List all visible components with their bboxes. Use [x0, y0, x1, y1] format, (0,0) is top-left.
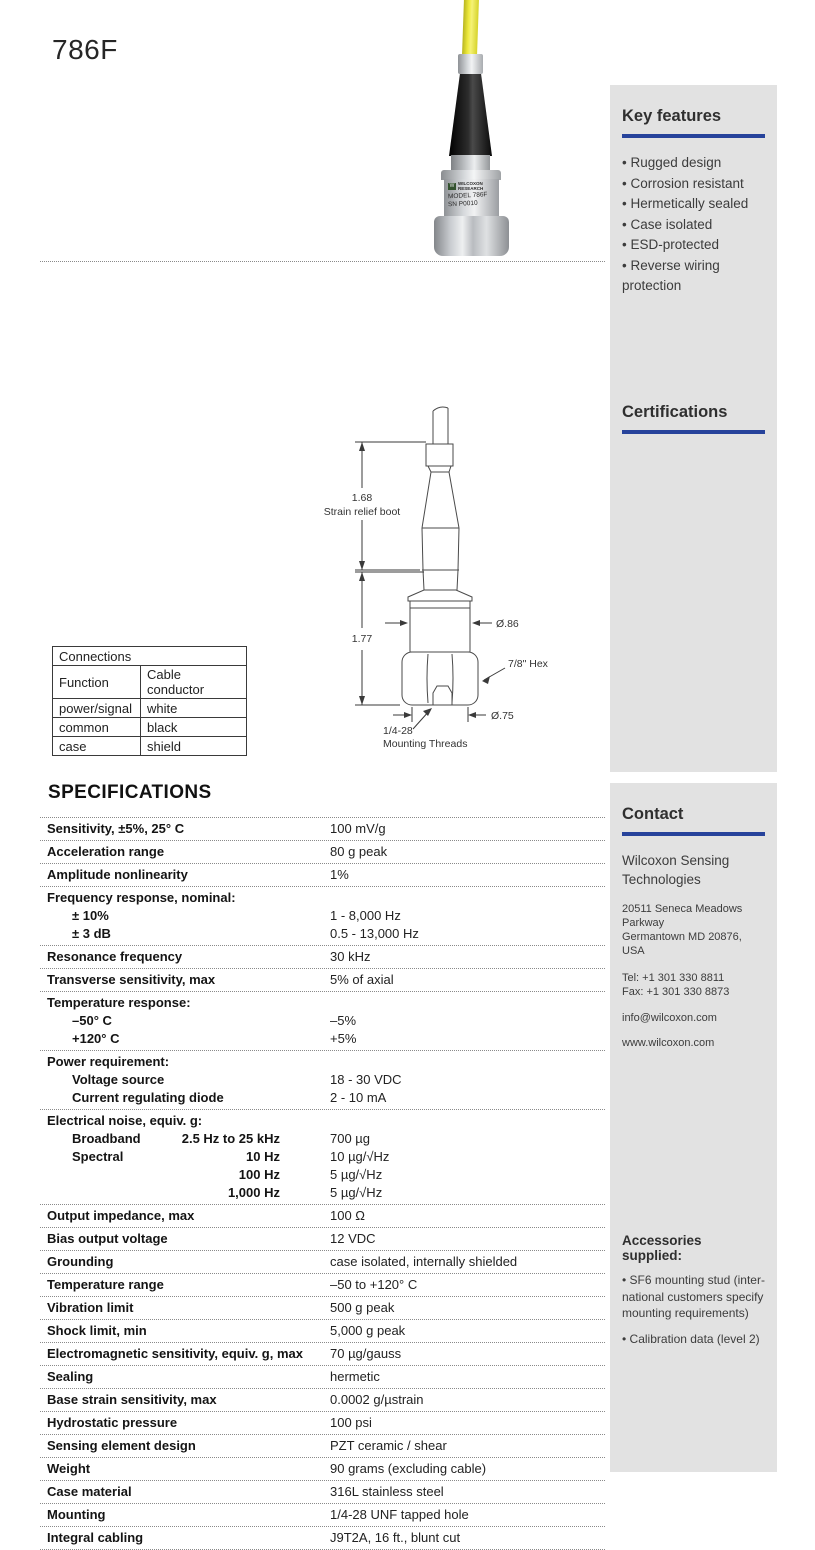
spec-line: [40, 1368, 605, 1386]
sidebar-contact-panel: [610, 783, 777, 1472]
spec-label: Frequency response, nominal:: [47, 890, 236, 905]
spec-value: 700 µg: [330, 1131, 371, 1146]
spec-line: [40, 866, 605, 884]
spec-row: [40, 1366, 605, 1389]
spec-value: –5%: [330, 1013, 357, 1028]
spec-line: [40, 1112, 605, 1130]
spec-value: J9T2A, 16 ft., blunt cut: [330, 1530, 461, 1545]
spec-label: ± 10%: [72, 908, 109, 923]
spec-line: [40, 925, 605, 943]
spec-label: Integral cabling: [47, 1530, 144, 1545]
spec-value: [330, 994, 605, 1012]
contact-fax: Fax: +1 301 330 8873: [622, 986, 730, 998]
spec-row: [40, 1481, 605, 1504]
spec-value: 90 grams (excluding cable): [330, 1461, 487, 1476]
accessory-item: • SF6 mounting stud (inter-national customers specify mounting requirements): [622, 1272, 765, 1322]
product-photo: [412, 0, 538, 258]
spec-value: +5%: [330, 1031, 357, 1046]
connections-row: [53, 737, 247, 756]
spec-row: [40, 992, 605, 1051]
sensor-serial-text: SN P0010: [447, 199, 478, 209]
spec-line: [40, 907, 605, 925]
contact-address: [622, 902, 765, 958]
spec-row: [40, 887, 605, 946]
spec-value: –50 to +120° C: [330, 1277, 418, 1292]
spec-value: 316L stainless steel: [330, 1484, 444, 1499]
certifications-title: Certifications: [622, 403, 728, 421]
spec-value: 100 psi: [330, 1415, 372, 1430]
contact-tel: Tel: +1 301 330 8811: [622, 972, 725, 984]
spec-line: [40, 1506, 605, 1524]
contact-website-link[interactable]: www.wilcoxon.com: [622, 1037, 715, 1049]
connection-function: power/signal: [53, 699, 141, 718]
sensor-brand-line1: WILCOXON: [458, 181, 483, 186]
spec-label: Shock limit, min: [47, 1323, 147, 1338]
spec-label: Resonance frequency: [47, 949, 183, 964]
connection-function: common: [53, 718, 141, 737]
thread-label-line2: Mounting Threads: [383, 738, 468, 750]
spec-line: [40, 1030, 605, 1048]
connections-header-function: Function: [53, 666, 141, 699]
spec-label: Sensitivity, ±5%, 25° C: [47, 821, 185, 836]
connection-conductor: shield: [141, 737, 247, 756]
spec-row: [40, 1320, 605, 1343]
spec-line: [40, 1207, 605, 1225]
sensor-brand-line2: RESEARCH: [458, 185, 484, 191]
spec-row: [40, 864, 605, 887]
spec-label: Amplitude nonlinearity: [47, 867, 188, 882]
spec-line: [40, 1414, 605, 1432]
spec-row: [40, 1343, 605, 1366]
spec-row: [40, 1297, 605, 1320]
spec-label: Transverse sensitivity, max: [47, 972, 216, 987]
spec-row: [40, 1527, 605, 1550]
sensor-hex-base-image: [434, 216, 509, 256]
contact-phone: [622, 971, 765, 999]
spec-value: 5% of axial: [330, 972, 394, 987]
spec-row: [40, 969, 605, 992]
connections-row: [53, 718, 247, 737]
spec-label: Case material: [47, 1484, 132, 1499]
key-features-list: [622, 153, 765, 297]
spec-line: [40, 1089, 605, 1107]
dim-top-diameter: Ø.86: [496, 618, 519, 630]
spec-label: Temperature range: [47, 1277, 164, 1292]
spec-sublabel: Broadband: [72, 1131, 141, 1146]
key-feature-item: • Reverse wiring protection: [622, 256, 765, 297]
spec-line: [40, 1483, 605, 1501]
contact-email-link[interactable]: info@wilcoxon.com: [622, 1012, 717, 1024]
dim-boot-label: Strain relief boot: [323, 506, 401, 518]
spec-mid-value: 1,000 Hz: [227, 1185, 280, 1200]
connection-function: case: [53, 737, 141, 756]
key-feature-item: • ESD-protected: [622, 235, 765, 256]
spec-value: 0.5 - 13,000 Hz: [330, 926, 419, 941]
spec-line: [40, 1130, 605, 1148]
spec-line: [40, 1391, 605, 1409]
certifications-section: [622, 403, 765, 434]
contact-address-line1: 20511 Seneca Meadows Parkway: [622, 903, 743, 929]
accessories-title: Accessories supplied:: [622, 1233, 702, 1263]
spec-line: [40, 1148, 605, 1166]
spec-line: [40, 948, 605, 966]
spec-row: [40, 1389, 605, 1412]
key-feature-item: • Rugged design: [622, 153, 765, 174]
section-divider: [40, 261, 605, 262]
contact-title: Contact: [622, 805, 684, 823]
connection-conductor: black: [141, 718, 247, 737]
specifications-section: [40, 782, 605, 1550]
page-title: 786F: [52, 34, 118, 65]
sidebar-features-panel: [610, 85, 777, 772]
spec-label: Sealing: [47, 1369, 94, 1384]
key-features-underline: [622, 134, 765, 138]
spec-line: [40, 1276, 605, 1294]
connection-conductor: white: [141, 699, 247, 718]
sensor-model-text: MODEL 786F: [447, 191, 488, 201]
spec-label: Sensing element design: [47, 1438, 196, 1453]
connections-row: [53, 699, 247, 718]
spec-line: [40, 994, 605, 1012]
dimension-arrowheads: [359, 442, 490, 718]
key-feature-item: • Corrosion resistant: [622, 174, 765, 195]
sensor-outline-drawing: [402, 407, 478, 705]
spec-value: 2 - 10 mA: [330, 1090, 387, 1105]
spec-row: [40, 946, 605, 969]
dim-boot-value: 1.68: [351, 492, 373, 504]
spec-value: 1%: [330, 867, 349, 882]
spec-line: [40, 1053, 605, 1071]
spec-label: [40, 1166, 330, 1184]
spec-row: [40, 1458, 605, 1481]
spec-row: [40, 1435, 605, 1458]
spec-line: [40, 820, 605, 838]
connections-title: Connections: [53, 647, 247, 666]
contact-address-line2: Germantown MD 20876, USA: [622, 931, 742, 957]
spec-label: Bias output voltage: [47, 1231, 168, 1246]
spec-value: 10 µg/√Hz: [330, 1149, 390, 1164]
spec-label: Mounting: [47, 1507, 106, 1522]
key-feature-item: • Hermetically sealed: [622, 194, 765, 215]
spec-line: [40, 843, 605, 861]
spec-line: [40, 1345, 605, 1363]
spec-row: [40, 1251, 605, 1274]
spec-value: 18 - 30 VDC: [330, 1072, 402, 1087]
spec-value: [330, 1053, 605, 1071]
specifications-table: [40, 817, 605, 1550]
spec-row: [40, 1051, 605, 1110]
dimension-lines: [355, 442, 505, 729]
spec-label: ± 3 dB: [72, 926, 111, 941]
specifications-title: SPECIFICATIONS: [48, 782, 212, 803]
thread-label-line1: 1/4-28: [383, 725, 413, 737]
spec-value: 1 - 8,000 Hz: [330, 908, 401, 923]
spec-value: [330, 889, 605, 907]
spec-value: 100 Ω: [330, 1208, 366, 1223]
spec-label: Acceleration range: [47, 844, 165, 859]
key-features-title: Key features: [622, 107, 722, 125]
spec-label: [40, 1148, 330, 1166]
sensor-collar-image: [451, 155, 490, 171]
spec-label: Hydrostatic pressure: [47, 1415, 178, 1430]
spec-label: Output impedance, max: [47, 1208, 195, 1223]
spec-value: 12 VDC: [330, 1231, 376, 1246]
spec-line: [40, 1071, 605, 1089]
dim-body-value: 1.77: [351, 633, 373, 645]
spec-label: Power requirement:: [47, 1054, 170, 1069]
spec-value: 500 g peak: [330, 1300, 395, 1315]
spec-value: [330, 1112, 605, 1130]
spec-value: 70 µg/gauss: [330, 1346, 402, 1361]
connections-header-row: [53, 666, 247, 699]
accessories-section: [622, 1233, 765, 1356]
spec-row: [40, 841, 605, 864]
strain-relief-boot-image: [449, 72, 492, 156]
spec-label: Electrical noise, equiv. g:: [47, 1113, 203, 1128]
spec-sublabel: Spectral: [72, 1149, 124, 1164]
spec-line: [40, 889, 605, 907]
spec-line: [40, 1437, 605, 1455]
spec-row: [40, 818, 605, 841]
spec-line: [40, 1529, 605, 1547]
spec-value: 80 g peak: [330, 844, 388, 859]
contact-company: Wilcoxon Sensing Technologies: [622, 853, 730, 887]
spec-mid-value: 2.5 Hz to 25 kHz: [181, 1131, 280, 1146]
connections-table: [52, 646, 247, 756]
spec-label: Grounding: [47, 1254, 114, 1269]
hex-size-label: 7/8" Hex: [508, 658, 548, 670]
spec-row: [40, 1110, 605, 1205]
spec-value: case isolated, internally shielded: [330, 1254, 518, 1269]
spec-label: Base strain sensitivity, max: [47, 1392, 217, 1407]
contact-underline: [622, 832, 765, 836]
spec-line: [40, 1253, 605, 1271]
wilcoxon-logo-icon: W: [449, 183, 455, 189]
spec-label: Vibration limit: [47, 1300, 134, 1315]
spec-label: [40, 1130, 330, 1148]
connections-header-conductor: Cable conductor: [141, 666, 247, 699]
key-feature-item: • Case isolated: [622, 215, 765, 236]
spec-label: Temperature response:: [47, 995, 191, 1010]
cable-ferrule-image: [458, 54, 483, 74]
sensor-cable-image: [462, 0, 479, 58]
spec-label: +120° C: [72, 1031, 120, 1046]
spec-row: [40, 1228, 605, 1251]
spec-value: hermetic: [330, 1369, 380, 1384]
dim-bottom-diameter: Ø.75: [491, 710, 514, 722]
spec-value: 100 mV/g: [330, 821, 386, 836]
spec-mid-value: 100 Hz: [238, 1167, 280, 1182]
spec-line: [40, 1184, 605, 1202]
accessory-item: • Calibration data (level 2): [622, 1331, 765, 1348]
spec-label: Voltage source: [72, 1072, 165, 1087]
spec-line: [40, 1299, 605, 1317]
sensor-label: [448, 182, 497, 207]
spec-value: 0.0002 g/µstrain: [330, 1392, 424, 1407]
spec-label: Electromagnetic sensitivity, equiv. g, max: [47, 1346, 303, 1361]
spec-label: Current regulating diode: [72, 1090, 224, 1105]
spec-value: 1/4-28 UNF tapped hole: [330, 1507, 469, 1522]
spec-line: [40, 1322, 605, 1340]
dimensional-drawing: [300, 400, 610, 765]
spec-line: [40, 1230, 605, 1248]
spec-row: [40, 1412, 605, 1435]
spec-value: 5 µg/√Hz: [330, 1185, 383, 1200]
spec-line: [40, 1460, 605, 1478]
spec-line: [40, 1166, 605, 1184]
spec-row: [40, 1274, 605, 1297]
spec-line: [40, 1012, 605, 1030]
dimension-labels: [324, 492, 549, 750]
spec-line: [40, 971, 605, 989]
spec-mid-value: 10 Hz: [246, 1149, 280, 1164]
spec-value: 5 µg/√Hz: [330, 1167, 383, 1182]
spec-value: 5,000 g peak: [330, 1323, 406, 1338]
spec-value: PZT ceramic / shear: [330, 1438, 447, 1453]
spec-value: 30 kHz: [330, 949, 371, 964]
spec-label: Weight: [47, 1461, 91, 1476]
spec-label: [40, 1184, 330, 1202]
spec-row: [40, 1504, 605, 1527]
sensor-body-image: [444, 179, 499, 217]
accessories-list: [622, 1272, 765, 1347]
spec-label: –50° C: [72, 1013, 112, 1028]
spec-row: [40, 1205, 605, 1228]
certifications-underline: [622, 430, 765, 434]
connections-title-row: [53, 647, 247, 666]
